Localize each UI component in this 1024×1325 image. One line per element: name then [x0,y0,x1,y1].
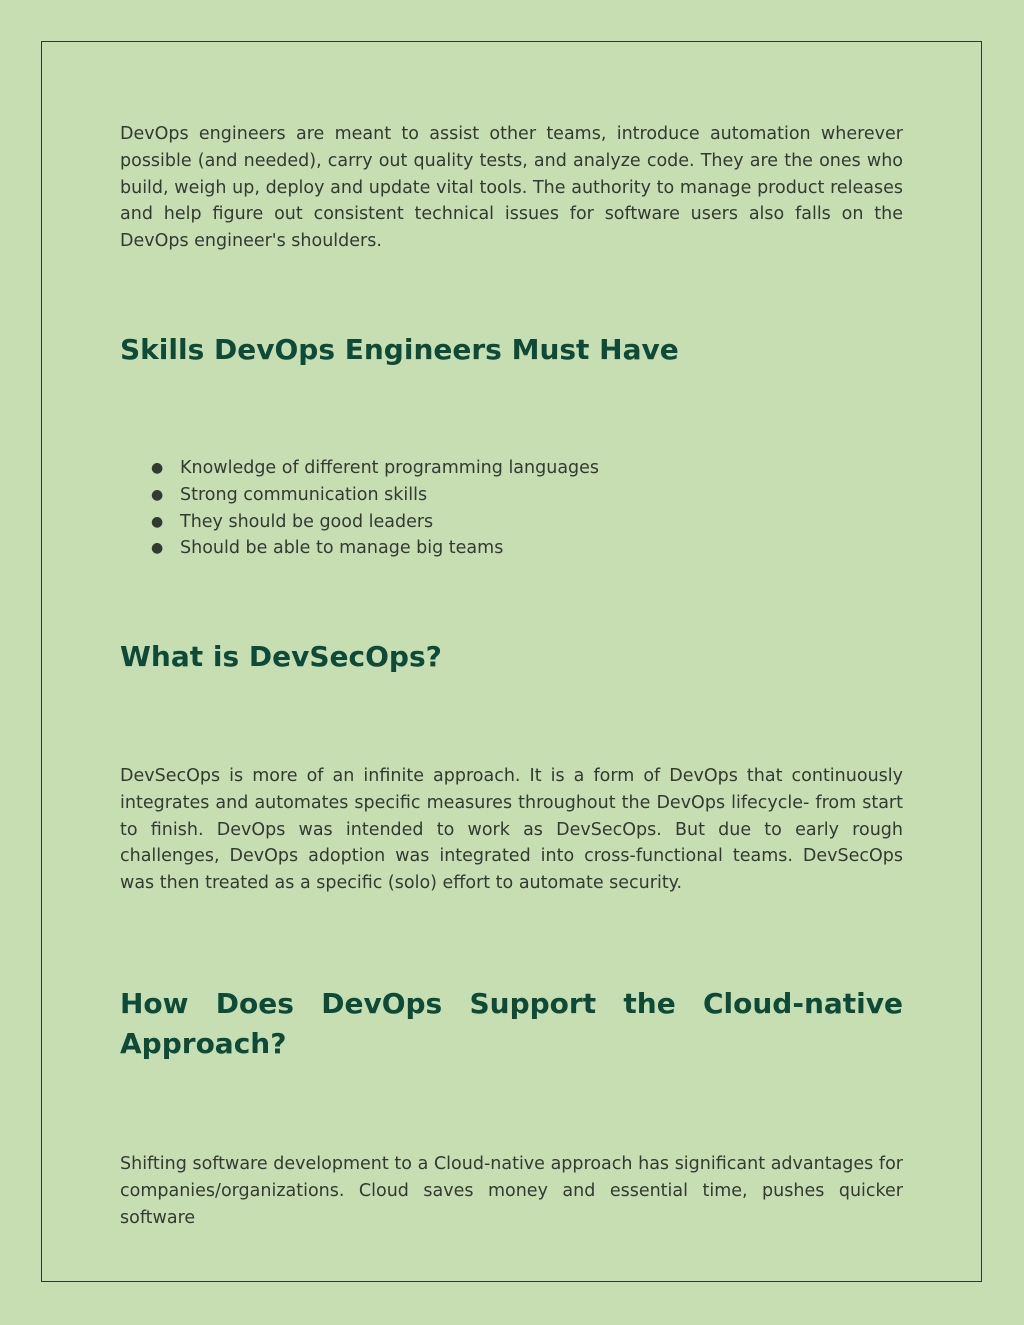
cloud-native-section [120,1151,903,1231]
list-item [151,535,903,562]
list-item-label: They should be good leaders [180,511,434,532]
skills-list [120,455,903,562]
intro-section [120,121,903,255]
devsecops-section [120,763,903,897]
list-item-label: Knowledge of different programming languages [180,458,600,478]
list-item [151,455,903,482]
devsecops-heading: What is DevSecOps? [120,640,442,673]
devsecops-paragraph: DevSecOps is more of an infinite approach. It is a form of DevOps that continuously integrates and automates specific measures throughout the DevOps lifecycle- from start to finish. DevOps was intended to work as DevSecOps. But due to early rough challenges, DevOps adoption was integrated into cross-functional teams. DevSecOps was then treated as a specific (solo) effort to automate security. [120,766,903,894]
skills-section [120,330,903,370]
bullet-icon: ● [151,540,164,557]
bullet-icon: ● [151,486,164,503]
list-item-label: Should be able to manage big teams [180,538,504,559]
cloud-native-heading: How Does DevOps Support the Cloud-native Approach? [120,987,903,1060]
devsecops-heading-section [120,637,903,677]
bullet-icon: ● [151,460,164,476]
list-item [151,509,903,536]
cloud-native-paragraph: Shifting software development to a Cloud-native approach has significant advantages for companies/organizations. Cloud saves money and essential time, pushes quicker software [120,1154,903,1228]
bullet-icon: ● [151,513,164,530]
intro-paragraph: DevOps engineers are meant to assist other teams, introduce automation wherever possible (and needed), carry out quality tests, and analyze code. They are the ones who build, weigh up, deploy and update vital tools. The authority to manage product releases and help figure out consistent technical issues for software users also falls on the DevOps engineer's shoulders. [120,124,903,252]
skills-list-section [120,455,903,562]
skills-heading: Skills DevOps Engineers Must Have [120,333,679,366]
list-item-label: Strong communication skills [180,484,428,505]
list-item [151,482,903,509]
cloud-native-heading-section [120,984,903,1064]
